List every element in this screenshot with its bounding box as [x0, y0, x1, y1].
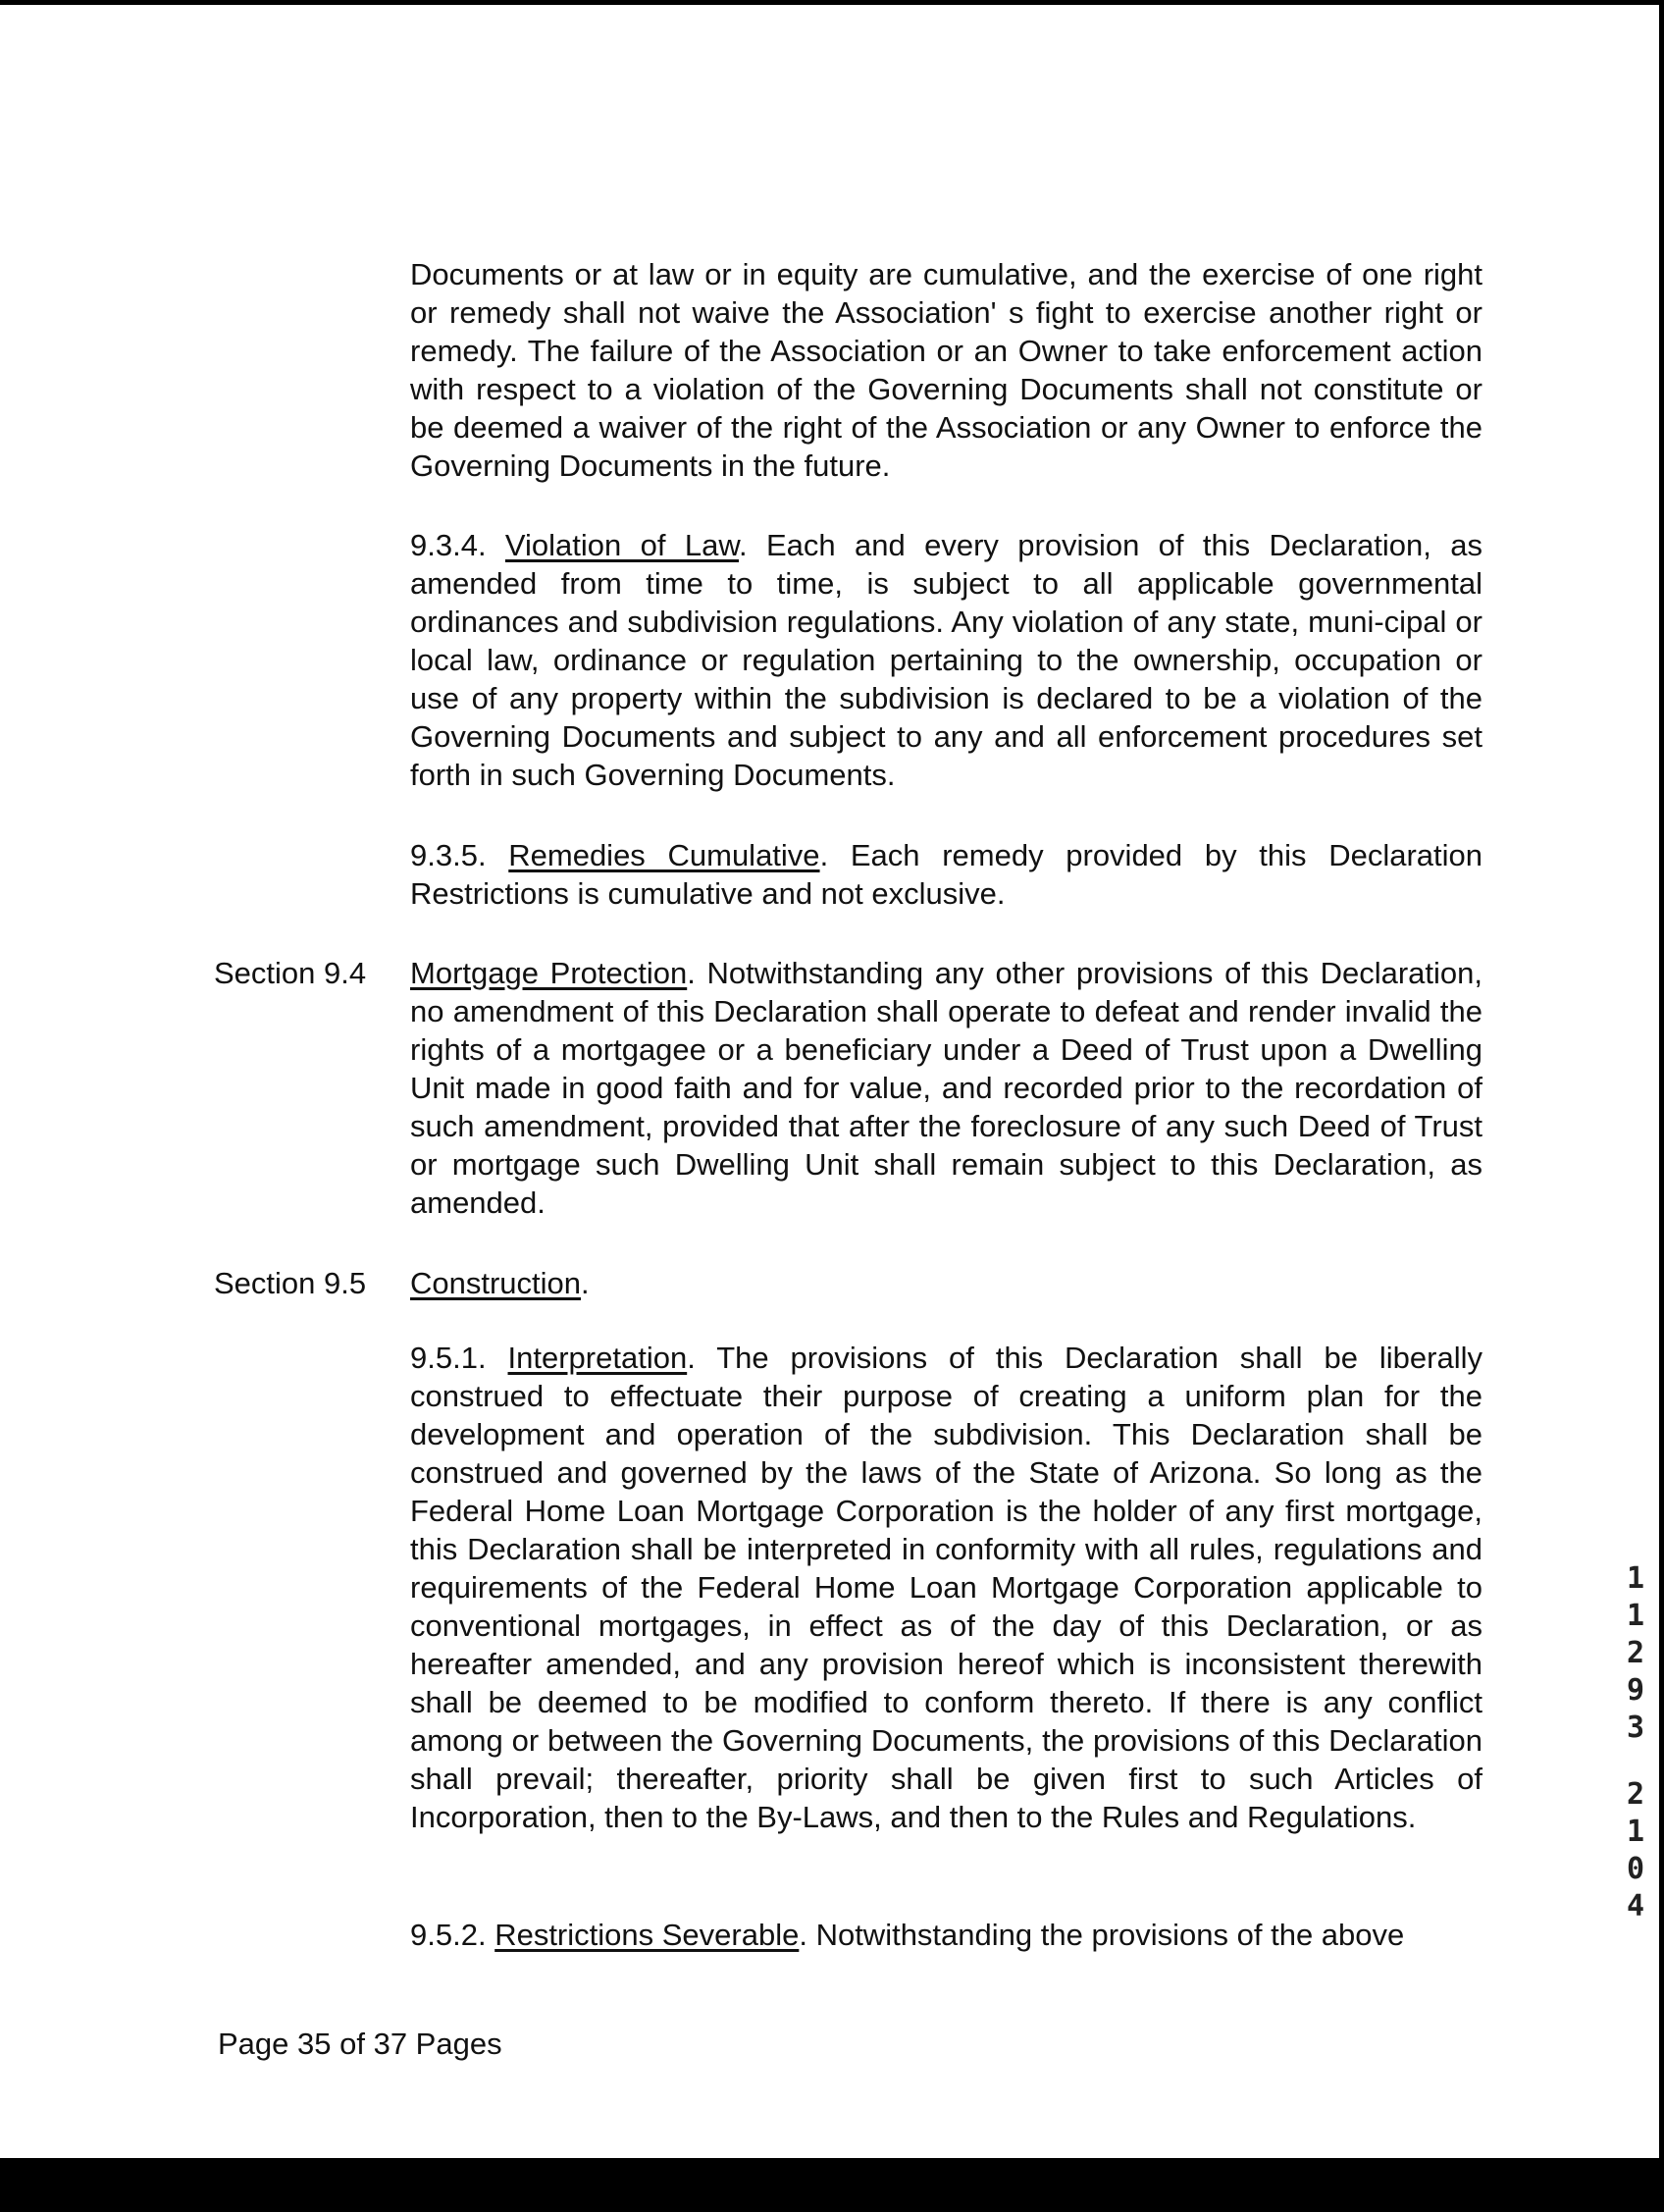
- section-label-9-5: Section 9.5: [214, 1266, 367, 1300]
- paragraph-heading: Interpretation: [507, 1341, 688, 1375]
- section-text: Notwithstanding any other provisions of this Declaration, no amendment of this Declaration shall operate to defeat and render invalid the rights of a mortgagee or a beneficiary under a Deed of Trust upon a Dwelling Unit made in good faith and for value, and recorded prior to the recordation of such amendment, provided that after the foreclosure of any such Deed of Trust or mortgage such Dwelling Unit shall remain subject to this Declaration, as amended.: [410, 956, 1482, 1220]
- recording-digit: 1: [1626, 1599, 1645, 1633]
- paragraph-heading: Violation of Law: [504, 528, 740, 562]
- recording-digit: 1: [1626, 1815, 1645, 1849]
- recording-digit: 3: [1626, 1711, 1645, 1745]
- section-heading: Construction: [410, 1266, 582, 1300]
- page-number-footer: Page 35 of 37 Pages: [218, 2027, 502, 2061]
- recording-digit: 9: [1626, 1673, 1645, 1708]
- section-label-9-4: Section 9.4: [214, 956, 367, 990]
- recording-number-stamp: [1621, 1560, 1650, 1925]
- paragraph-continuation-text: Documents or at law or in equity are cumulative, and the exercise of one right or remedy shall not waive the Association' s fight to exercise another right or remedy. The failure of the Association or an Owner to take enforcement action with respect to a violation of the Governing Documents shall not constitute or be deemed a waiver of the right of the Association or any Owner to enforce the Governing Documents in the future.: [410, 257, 1482, 483]
- recording-digit: 2: [1626, 1636, 1645, 1670]
- paragraph-9-3-5: 9.3.5. Remedies Cumulative. Each remedy provided by this Declaration Restrictions is cumulative and not exclusive.: [410, 838, 1482, 911]
- paragraph-text: The provisions of this Declaration shall be liberally construed to effectuate their purpose of creating a uniform plan for the development and operation of the subdivision. This Declaration shall be construed and governed by the laws of the State of Arizona. So long as the Federal Home Loan Mortgage Corporation is the holder of any first mortgage, this Declaration shall be interpreted in conformity with all rules, regulations and requirements of the Federal Home Loan Mortgage Corporation applicable to conventional mortgages, in effect as of the day of this Declaration, or as hereafter amended, and any provision hereof which is inconsistent therewith shall be deemed to be modified to conform thereto. If there is any conflict among or between the Governing Documents, the provisions of this Declaration shall prevail; thereafter, priority shall be given first to such Articles of Incorporation, then to the By-Laws, and then to the Rules and Regulations.: [410, 1341, 1482, 1834]
- recording-digit: 4: [1626, 1889, 1645, 1923]
- section-heading: Mortgage Protection: [410, 956, 688, 990]
- paragraph-9-5-1: 9.5.1. Interpretation. The provisions of this Declaration shall be liberally construed to effectuate their purpose of creating a uniform plan for the development and operation of the subdivision. This Declaration shall be construed and governed by the laws of the State of Arizona. So long as the Federal Home Loan Mortgage Corporation is the holder of any first mortgage, this Declaration shall be interpreted in conformity with all rules, regulations and requirements of the Federal Home Loan Mortgage Corporation applicable to conventional mortgages, in effect as of the day of this Declaration, or as hereafter amended, and any provision hereof which is inconsistent therewith shall be deemed to be modified to conform thereto. If there is any conflict among or between the Governing Documents, the provisions of this Declaration shall prevail; thereafter, priority shall be given first to such Articles of Incorporation, then to the By-Laws, and then to the Rules and Regulations.: [410, 1341, 1482, 1834]
- paragraph-number: 9.3.5.: [410, 838, 487, 872]
- section-9-4-body: Mortgage Protection. Notwithstanding any other provisions of this Declaration, no amendment of this Declaration shall operate to defeat and render invalid the rights of a mortgagee or a beneficiary under a Deed of Trust upon a Dwelling Unit made in good faith and for value, and recorded prior to the recordation of such amendment, provided that after the foreclosure of any such Deed of Trust or mortgage such Dwelling Unit shall remain subject to this Declaration, as amended.: [410, 956, 1482, 1220]
- recording-digit: 1: [1626, 1561, 1645, 1596]
- paragraph-text: Notwithstanding the provisions of the above: [815, 1918, 1405, 1952]
- paragraph-text: Each remedy provided by this Declaration Restrictions is cumulative and not exclusive.: [410, 838, 1482, 911]
- paragraph-continuation: [410, 255, 1482, 485]
- recording-digit: 2: [1626, 1777, 1645, 1812]
- paragraph-heading: Restrictions Severable: [494, 1918, 800, 1952]
- recording-digit-gap: [1621, 1747, 1650, 1776]
- section-9-5-body: Construction.: [410, 1266, 590, 1300]
- paragraph-9-3-4: 9.3.4. Violation of Law. Each and every provision of this Declaration, as amended from time to time, is subject to all applicable governmental ordinances and subdivision regulations. Any violation of any state, muni-cipal or local law, ordinance or regulation pertaining to the ownership, occupation or use of any property within the subdivision is declared to be a violation of the Governing Documents and subject to any and all enforcement procedures set forth in such Governing Documents.: [410, 528, 1482, 792]
- paragraph-heading: Remedies Cumulative: [508, 838, 820, 872]
- paragraph-number: 9.5.1.: [410, 1341, 487, 1375]
- paragraph-9-5-2: 9.5.2. Restrictions Severable. Notwithstanding the provisions of the above: [410, 1918, 1405, 1952]
- paragraph-number: 9.3.4.: [410, 528, 487, 562]
- paragraph-number: 9.5.2.: [410, 1918, 487, 1952]
- paragraph-text: Each and every provision of this Declaration, as amended from time to time, is subject to all applicable governmental ordinances and subdivision regulations. Any violation of any state, muni-cipal or local law, ordinance or regulation pertaining to the ownership, occupation or use of any property within the subdivision is declared to be a violation of the Governing Documents and subject to any and all enforcement procedures set forth in such Governing Documents.: [410, 528, 1482, 792]
- recording-digit: 0: [1626, 1852, 1645, 1886]
- scan-border-bottom: [0, 2158, 1664, 2212]
